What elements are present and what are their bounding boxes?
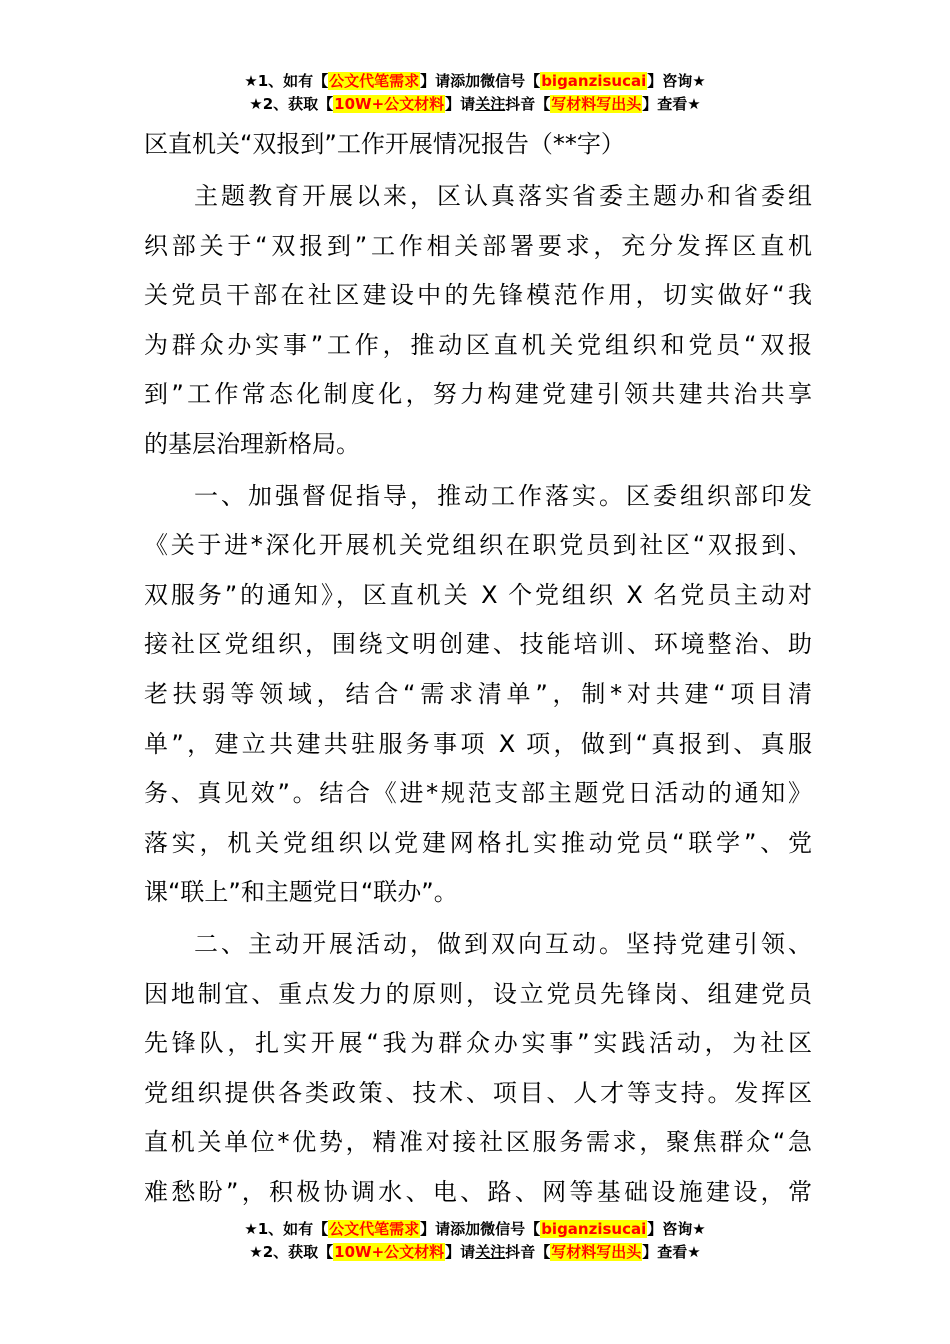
document-body (144, 122, 812, 1219)
promo-underlined-text: 关注 (475, 95, 506, 113)
paragraph-line: 党组织提供各类政策、技术、项目、人才等支持。发挥区 (144, 1078, 812, 1107)
promo-text: 】查看 (642, 95, 688, 113)
paragraph-line: 直机关单位*优势，精准对接社区服务需求，聚焦群众“急 (144, 1128, 812, 1157)
paragraph-line: 的基层治理新格局。 (144, 429, 360, 458)
promo-text: 】咨询 (647, 1220, 693, 1238)
star-icon: ★ (244, 1220, 258, 1238)
star-icon: ★ (249, 1243, 263, 1261)
paragraph-line: 主题教育开展以来，区认真落实省委主题办和省委组 (194, 182, 812, 210)
promo-text: 2、获取【 (262, 95, 334, 113)
paragraph-line: 关党员干部在社区建设中的先锋模范作用，切实做好“我 (144, 281, 812, 310)
paragraph-line: 为群众办实事”工作，推动区直机关党组织和党员“双报 (144, 330, 812, 359)
promo-underlined-text: 关注 (475, 1243, 506, 1261)
promo-text: 】请 (445, 1243, 476, 1261)
document-title: 区直机关“双报到”工作开展情况报告（**字） (144, 130, 625, 158)
promo-text: 1、如有【 (257, 72, 329, 90)
promo-line-2 (0, 93, 950, 116)
document-paragraphs (144, 172, 812, 1217)
promo-highlight: 公文代笔需求 (329, 72, 420, 90)
paragraph-line: 先锋队，扎实开展“我为群众办实事”实践活动，为社区 (144, 1029, 812, 1058)
promo-text: 抖音【 (505, 1243, 551, 1261)
star-icon: ★ (687, 1243, 701, 1261)
paragraph-line: 《关于进*深化开展机关党组织在职党员到社区“双报到、 (144, 531, 812, 560)
paragraph-line: 到”工作常态化制度化，努力构建党建引领共建共治共享 (144, 380, 812, 409)
paragraph-line: 双服务”的通知》，区直机关 X 个党组织 X 名党员主动对 (144, 580, 812, 609)
star-icon: ★ (692, 1220, 706, 1238)
promo-text: 2、获取【 (262, 1243, 334, 1261)
paragraph-line: 接社区党组织，围绕文明创建、技能培训、环境整治、助 (144, 630, 812, 659)
paragraph (144, 472, 812, 918)
paragraph (144, 920, 812, 1218)
footer-promo-banner (0, 1218, 950, 1264)
paragraph-line: 落实，机关党组织以党建网格扎实推动党员“联学”、党 (144, 828, 812, 857)
promo-line-1 (0, 70, 950, 93)
paragraph-line: 难愁盼”，积极协调水、电、路、网等基础设施建设，常 (144, 1177, 812, 1206)
star-icon: ★ (249, 95, 263, 113)
promo-text: 】查看 (642, 1243, 688, 1261)
promo-highlight: 公文代笔需求 (329, 1220, 420, 1238)
star-icon: ★ (244, 72, 258, 90)
promo-highlight: 10W+公文材料 (334, 1243, 445, 1261)
promo-line-1 (0, 1218, 950, 1241)
paragraph-line: 课“联上”和主题党日“联办”。 (144, 878, 458, 907)
promo-highlight: 写材料写出头 (551, 1243, 642, 1261)
paragraph (144, 172, 812, 470)
paragraph-line: 因地制宜、重点发力的原则，设立党员先锋岗、组建党员 (144, 979, 812, 1008)
star-icon: ★ (692, 72, 706, 90)
paragraph-line: 一、加强督促指导，推动工作落实。区委组织部印发 (194, 481, 812, 510)
promo-text: 】请 (445, 95, 476, 113)
promo-highlight: biganzisucai (541, 1220, 647, 1238)
promo-highlight: 写材料写出头 (551, 95, 642, 113)
promo-line-2 (0, 1241, 950, 1264)
promo-text: 抖音【 (505, 95, 551, 113)
header-promo-banner (0, 70, 950, 116)
paragraph-line: 织部关于“双报到”工作相关部署要求，充分发挥区直机 (144, 231, 812, 260)
paragraph-line: 单”，建立共建共驻服务事项 X 项，做到“真报到、真服 (144, 729, 812, 758)
promo-text: 1、如有【 (257, 1220, 329, 1238)
promo-text: 】请添加微信号【 (420, 72, 541, 90)
paragraph-line: 老扶弱等领域，结合“需求清单”，制*对共建“项目清 (144, 679, 812, 708)
promo-highlight: 10W+公文材料 (334, 95, 445, 113)
paragraph-line: 务、真见效”。结合《进*规范支部主题党日活动的通知》 (144, 779, 812, 808)
star-icon: ★ (687, 95, 701, 113)
promo-highlight: biganzisucai (541, 72, 647, 90)
promo-text: 】请添加微信号【 (420, 1220, 541, 1238)
promo-text: 】咨询 (647, 72, 693, 90)
paragraph-line: 二、主动开展活动，做到双向互动。坚持党建引领、 (194, 929, 812, 958)
